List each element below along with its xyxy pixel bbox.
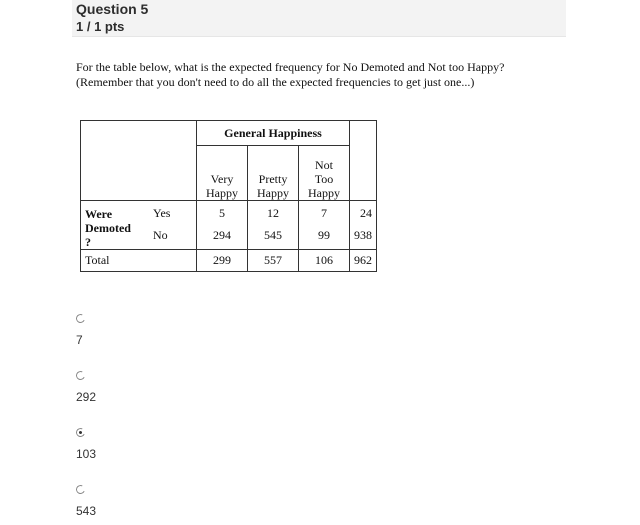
cell-no-very-happy: 294: [197, 226, 248, 250]
radio-button-selected[interactable]: [75, 427, 87, 439]
radio-button[interactable]: [75, 370, 87, 382]
answer-label[interactable]: 292: [76, 390, 97, 404]
cell-no-pretty-happy: 545: [248, 226, 299, 250]
cell-yes-not-too-happy: 7: [299, 201, 350, 226]
answer-option[interactable]: [76, 371, 196, 411]
question-title: Question 5: [76, 1, 149, 17]
question-header: [72, 0, 566, 37]
radio-button[interactable]: [75, 313, 87, 325]
col-header-not-too-happy: Not Too Happy: [299, 146, 350, 201]
table-corner-cell: [81, 121, 197, 201]
answer-option[interactable]: [76, 485, 196, 525]
cell-no-total: 938: [350, 226, 377, 250]
col-header-pretty-happy: Pretty Happy: [248, 146, 299, 201]
question-points: 1 / 1 pts: [76, 19, 125, 34]
answer-label[interactable]: 103: [76, 447, 97, 461]
cell-total-not-too-happy: 106: [299, 250, 350, 272]
row-label-total: Total: [81, 250, 197, 272]
radio-button[interactable]: [75, 484, 87, 496]
group-header: General Happiness: [197, 121, 350, 146]
row-group-label: Were Demoted ?: [81, 201, 148, 250]
cell-yes-very-happy: 5: [197, 201, 248, 226]
question-text: For the table below, what is the expected frequency for No Demoted and Not too Happy? (Remember that you don't need to do all the expected frequencies to get just one...): [76, 60, 505, 89]
answer-label[interactable]: 7: [76, 333, 83, 347]
cell-yes-pretty-happy: 12: [248, 201, 299, 226]
answer-label[interactable]: 543: [76, 504, 97, 518]
answer-option[interactable]: [76, 314, 196, 354]
table-corner-right: [350, 121, 377, 201]
cell-total-very-happy: 299: [197, 250, 248, 272]
cell-total-total: 962: [350, 250, 377, 272]
answer-option[interactable]: [76, 428, 196, 468]
crosstab-table: [80, 120, 377, 272]
cell-yes-total: 24: [350, 201, 377, 226]
col-header-very-happy: Very Happy: [197, 146, 248, 201]
cell-total-pretty-happy: 557: [248, 250, 299, 272]
row-label-no: No: [153, 227, 168, 242]
cell-no-not-too-happy: 99: [299, 226, 350, 250]
row-label-yes: Yes: [147, 201, 197, 226]
